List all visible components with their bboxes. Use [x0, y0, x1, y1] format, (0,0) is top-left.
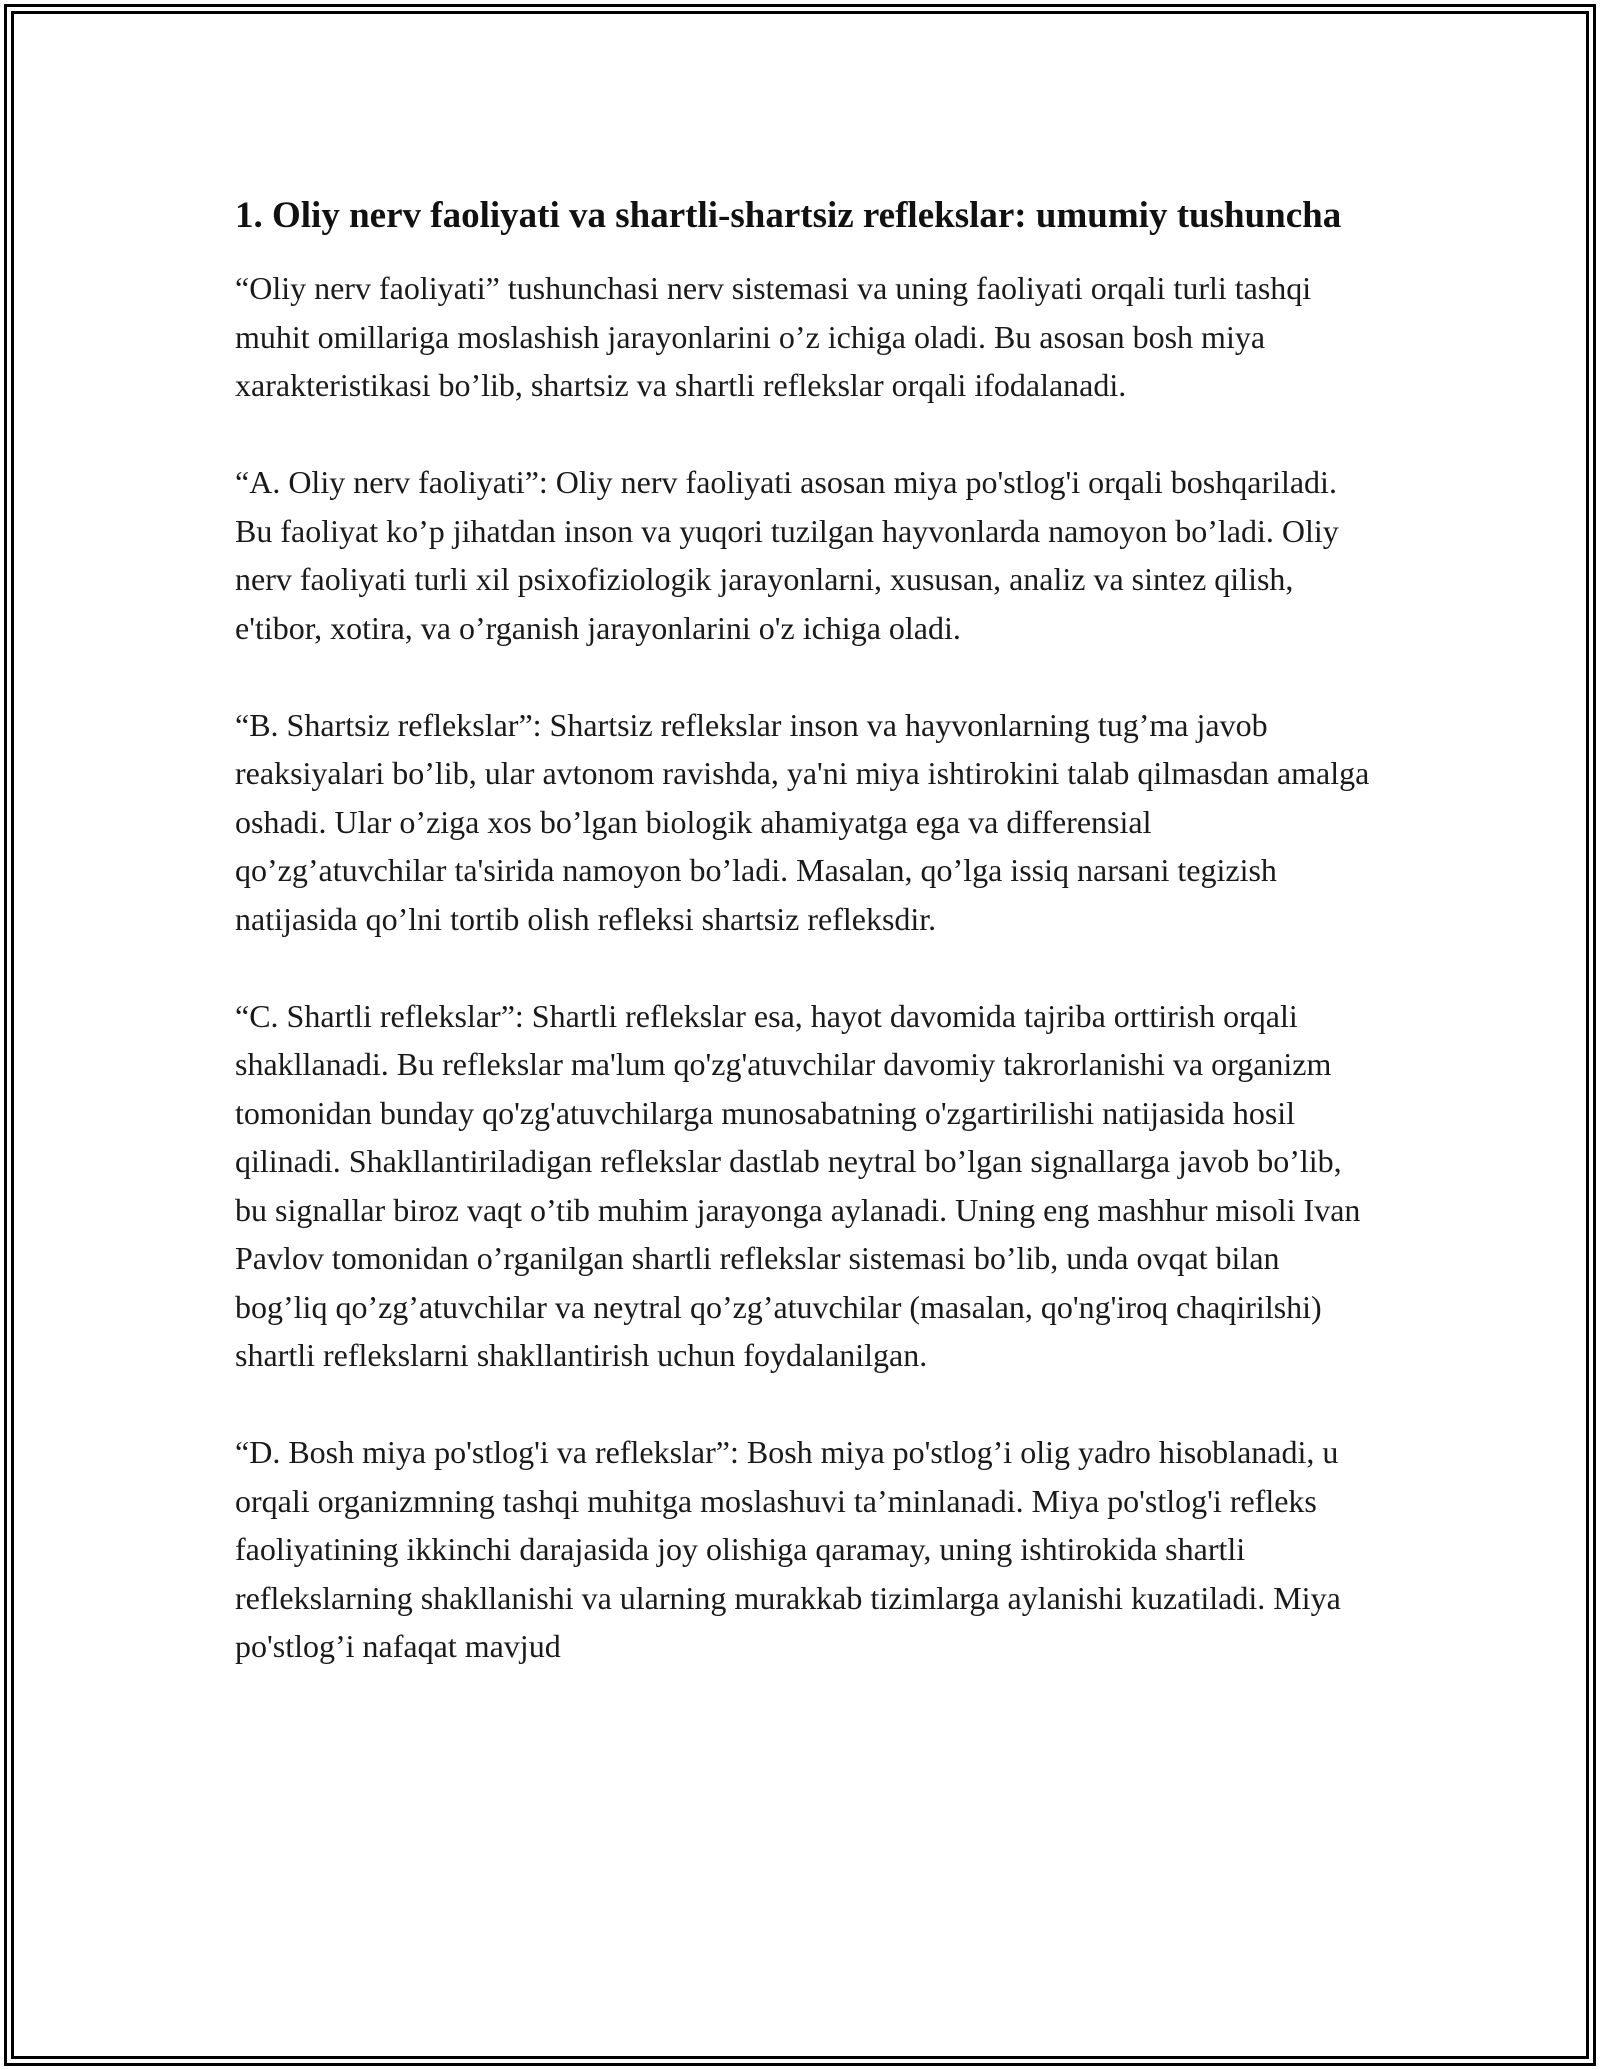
section-heading: 1. Oliy nerv faoliyati va shartli-shartsiz reflekslar: umumiy tushuncha [235, 195, 1342, 236]
paragraph-d-bosh-miya-postlogi: “D. Bosh miya po'stlog'i va reflekslar”: Bosh miya po'stlog’i olig yadro hisoblanadi, u orqali organizmning tashqi muhitga moslashuvi ta’minlanadi. Miya po'stlog'i refleks faoliyatining ikkinchi darajasida joy olishiga qaramay, uning ishtirokida shartli reflekslarning shakllanishi va ularning murakkab tizimlarga aylanishi kuzatiladi. Miya po'stlog’i nafaqat mavjud [235, 1434, 1341, 1664]
paragraph-c-shartli-reflekslar: “C. Shartli reflekslar”: Shartli reflekslar esa, hayot davomida tajriba orttirish orqali shakllanadi. Bu reflekslar ma'lum qo'zg'atuvchilar davomiy takrorlanishi va organizm tomonidan bunday qo'zg'atuvchilarga munosabatning o'zgartirilishi natijasida hosil qilinadi. Shakllantiriladigan reflekslar dastlab neytral bo’lgan signallarga javob bo’lib, bu signallar biroz vaqt o’tib muhim jarayonga aylanadi. Uning eng mashhur misoli Ivan Pavlov tomonidan o’rganilgan shartli reflekslar sistemasi bo’lib, unda ovqat bilan bog’liq qo’zg’atuvchilar va neytral qo’zg’atuvchilar (masalan, qo'ng'iroq chaqirilshi) shartli reflekslarni shakllantirish uchun foydalanilgan. [235, 997, 1361, 1373]
paragraph-a-oliy-nerv-faoliyati: “A. Oliy nerv faoliyati”: Oliy nerv faoliyati asosan miya po'stlog'i orqali boshqariladi. Bu faoliyat ko’p jihatdan inson va yuqori tuzilgan hayvonlarda namoyon bo’ladi. Oliy nerv faoliyati turli xil psixofiziologik jarayonlarni, xususan, analiz va sintez qilish, e'tibor, xotira, va o’rganish jarayonlarini o'z ichiga oladi. [235, 464, 1339, 646]
paragraph-b-shartsiz-reflekslar: “B. Shartsiz reflekslar”: Shartsiz reflekslar inson va hayvonlarning tug’ma javob reaksiyalari bo’lib, ular avtonom ravishda, ya'ni miya ishtirokini talab qilmasdan amalga oshadi. Ular o’ziga xos bo’lgan biologik ahamiyatga ega va differensial qo’zg’atuvchilar ta'sirida namoyon bo’ladi. Masalan, qo’lga issiq narsani tegizish natijasida qo’lni tortib olish refleksi shartsiz refleksdir. [235, 706, 1370, 937]
document-body [235, 188, 1370, 1719]
paragraph-intro: “Oliy nerv faoliyati” tushunchasi nerv sistemasi va uning faoliyati orqali turli tashqi muhit omillariga moslashish jarayonlarini o’z ichiga oladi. Bu asosan bosh miya xarakteristikasi bo’lib, shartsiz va shartli reflekslar orqali ifodalanadi. [235, 270, 1312, 403]
